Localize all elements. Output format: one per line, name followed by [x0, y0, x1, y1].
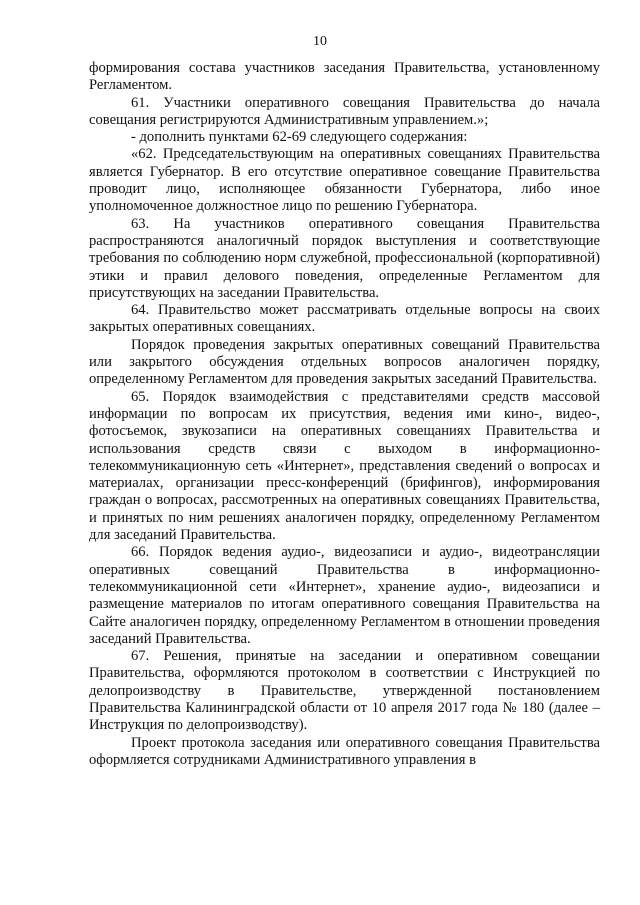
paragraph-item-65: 65. Порядок взаимодействия с представителями средств массовой информации по вопросам их присутствия, ведения ими кино-, видео-, фотосъемок, звукозаписи на оперативных совещаниях Правительства и использования средств связи с выходом в информационно-телекоммуникационную сеть «Интернет», представления сведений о вопросах и материалах, организации пресс-конференций (брифингов), информирования граждан о вопросах, рассмотренных на оперативных совещаниях Правительства, и принятых по ним решениях аналогичен порядку, определенному Регламентом для заседаний Правительства.	[89, 388, 600, 544]
document-body	[89, 60, 600, 769]
paragraph-protocol-draft: Проект протокола заседания или оперативного совещания Правительства оформляется сотрудниками Административного управления в	[89, 734, 600, 768]
paragraph-continuation: формирования состава участников заседания Правительства, установленному Регламентом.	[89, 60, 600, 94]
paragraph-item-66: 66. Порядок ведения аудио-, видеозаписи и аудио-, видеотрансляции оперативных совещаний Правительства в информационно-телекоммуникационной сети «Интернет», хранение аудио-, видеозаписи и размещение материалов по итогам оперативного совещания Правительства на Сайте аналогичен порядку, определенному Регламентом в отношении проведения заседаний Правительства.	[89, 544, 600, 647]
paragraph-item-64-procedure: Порядок проведения закрытых оперативных совещаний Правительства или закрытого обсуждения отдельных вопросов аналогичен порядку, определенному Регламентом для проведения закрытых заседаний Правительства.	[89, 336, 600, 388]
paragraph-item-61: 61. Участники оперативного совещания Правительства до начала совещания регистрируются Административным управлением.»;	[89, 94, 600, 128]
paragraph-item-63: 63. На участников оперативного совещания Правительства распространяются аналогичный порядок выступления и соответствующие требования по соблюдению норм служебной, профессиональной (корпоративной) этики и правил делового поведения, определенные Регламентом для присутствующих на заседании Правительства.	[89, 215, 600, 301]
paragraph-amendment-intro: - дополнить пунктами 62-69 следующего содержания:	[131, 129, 468, 146]
paragraph-item-64: 64. Правительство может рассматривать отдельные вопросы на своих закрытых оперативных совещаниях.	[89, 302, 600, 336]
paragraph-item-62: «62. Председательствующим на оперативных совещаниях Правительства является Губернатор. В его отсутствие оперативное совещание Правительства проводит лицо, исполняющее обязанности Губернатора, либо иное уполномоченное должностное лицо по решению Губернатора.	[89, 146, 600, 215]
paragraph-item-67: 67. Решения, принятые на заседании и оперативном совещании Правительства, оформляются протоколом в соответствии с Инструкцией по делопроизводству в Правительстве, утвержденной постановлением Правительства Калининградской области от 10 апреля 2017 года № 180 (далее – Инструкция по делопроизводству).	[89, 648, 600, 734]
page-number: 10	[313, 34, 327, 49]
